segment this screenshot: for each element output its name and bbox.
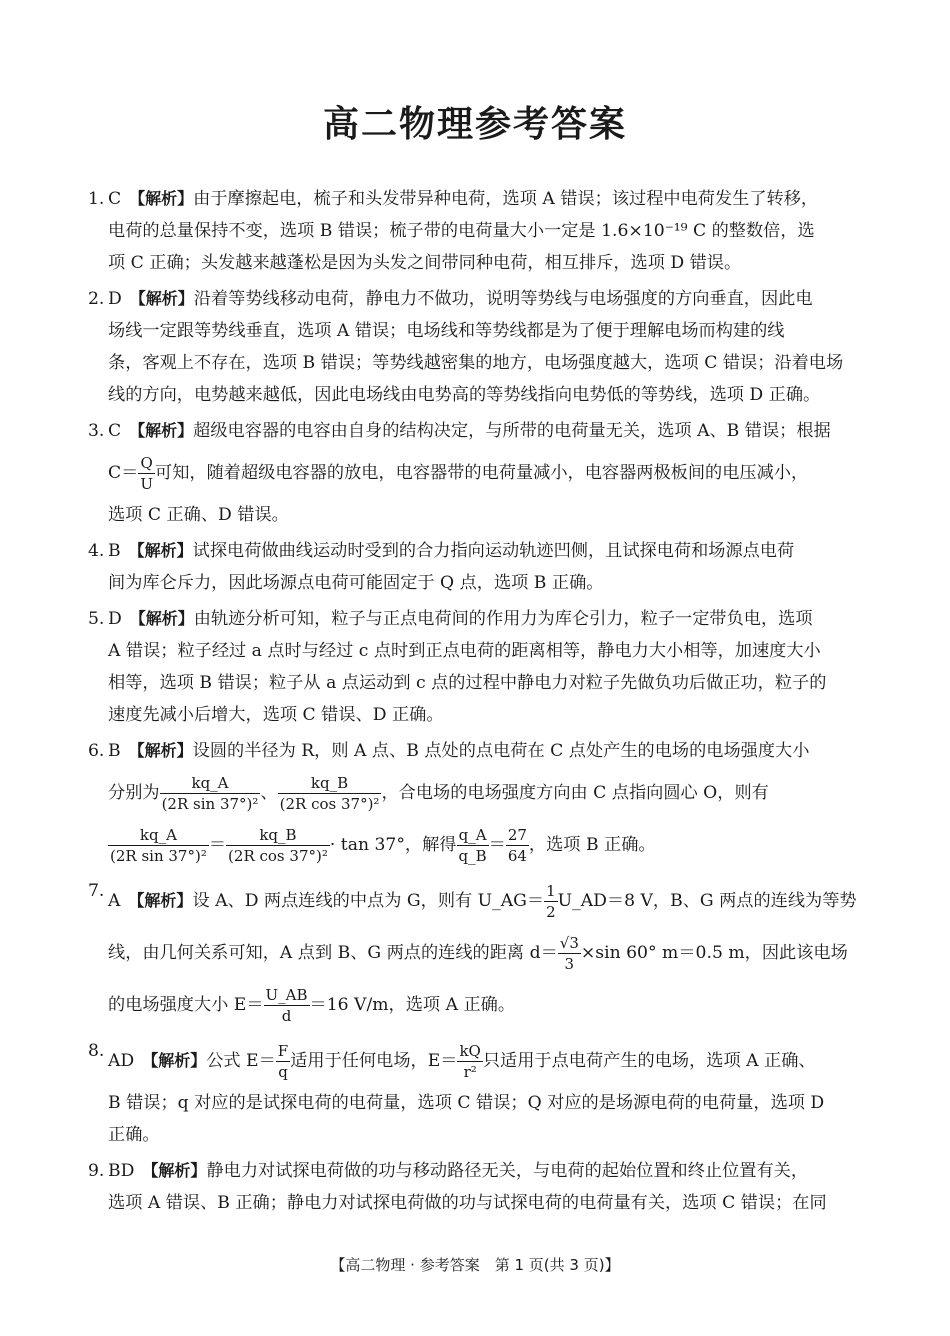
answer-item-1 bbox=[88, 183, 860, 279]
item-number: 2. bbox=[88, 289, 105, 309]
text-line: 条，客观上不存在，选项 B 错误；等势线越密集的地方，电场强度越大，选项 C 错误；沿着电场 bbox=[108, 353, 844, 373]
text-line: 速度先减小后增大，选项 C 错误、D 正确。 bbox=[108, 705, 444, 725]
text-line: 静电力对试探电荷做的功与移动路径无关，与电荷的起始位置和终止位置有关， bbox=[206, 1161, 809, 1181]
text-line: 设圆的半径为 R，则 A 点、B 点处的点电荷在 C 点处产生的电场的电场强度大小 bbox=[192, 741, 810, 761]
text-line: 由轨迹分析可知，粒子与正点电荷间的作用力为库仑引力，粒子一定带负电，选项 bbox=[193, 609, 813, 629]
answer-item-9 bbox=[88, 1155, 860, 1219]
analysis-tag: 【解析】 bbox=[128, 741, 193, 760]
text-line: 项 C 正确；头发越来越蓬松是因为头发之间带同种电荷，相互排斥，选项 D 错误。 bbox=[108, 253, 742, 273]
item-number: 9. bbox=[88, 1161, 105, 1181]
analysis-tag: 【解析】 bbox=[142, 1051, 207, 1070]
answer-item-4 bbox=[88, 535, 860, 599]
analysis-tag: 【解析】 bbox=[129, 421, 194, 440]
item-number: 5. bbox=[88, 609, 105, 629]
fraction-half: $\frac{1}{2}$ bbox=[546, 882, 556, 921]
item-number: 7. bbox=[88, 881, 105, 901]
text-line: 选项 C 正确、D 错误。 bbox=[108, 505, 289, 525]
answer-item-5 bbox=[88, 603, 860, 731]
text-line: 间为库仑斥力，因此场源点电荷可能固定于 Q 点，选项 B 正确。 bbox=[108, 573, 604, 593]
formula-text: C＝ bbox=[108, 463, 139, 483]
item-number: 4. bbox=[88, 541, 105, 561]
answer-choice: A bbox=[108, 891, 121, 911]
answer-item-3 bbox=[88, 415, 860, 531]
text-line: B 错误；q 对应的是试探电荷的电荷量，选项 C 错误；Q 对应的是场源电荷的电荷量，选项 D bbox=[108, 1093, 825, 1113]
fraction-kqa: $\frac{kq\_A}{\text{(2R sin 37°)²}}$ bbox=[110, 826, 207, 865]
fraction-kqb: $\frac{kq\_B}{\text{(2R cos 37°)²}}$ bbox=[279, 774, 380, 813]
fraction-kq-over-r2: $\frac{kQ}{\text{r²}}$ bbox=[459, 1042, 481, 1081]
text-line: 分别为 bbox=[108, 783, 160, 803]
text-line: 正确。 bbox=[108, 1125, 160, 1145]
answer-item-8: 8. AD 【解析】公式 E＝ $\frac{F}{q}$ 适用于任何电场，E＝ $\frac{kQ}{\text{r²}}$ 只适用于点电荷产生的电场，选项 A 正确、 B 错误；q 对应的是试探电荷的电荷量，选项 C 错误；Q 对应的是场源电荷的电荷量，选项 D 正确。 bbox=[108, 1035, 860, 1151]
item-number: 6. bbox=[88, 741, 105, 761]
answer-item-2 bbox=[88, 283, 860, 411]
answer-choice: B bbox=[108, 541, 121, 561]
text-line: ，合电场的电场强度方向由 C 点指向圆心 O，则有 bbox=[381, 783, 769, 803]
answer-item-6: 6. B 【解析】设圆的半径为 R，则 A 点、B 点处的点电荷在 C 点处产生的电场的电场强度大小 分别为 $\frac{kq\_A}{\text{(2R sin 37°)²}}$ 、 $\frac{kq\_B}{\text{(2R cos 37°)²}}$ ，合电场的电场强度方向由 C 点指向圆心 O，则有 $\frac{kq\_A}{\text{(2R sin 37°)²}}$ ＝ $\frac{kq\_B}{\text{(2R cos 37°)²}}$ · tan 37°，解得 $\frac{q\_A}{q\_B}$ ＝ $\frac{27}{64}$ ，选项 B 正确。 bbox=[108, 735, 860, 871]
page-footer: 【高二物理 · 参考答案 第 1 页(共 3 页)】 bbox=[330, 1256, 620, 1274]
fraction-q-over-u: $\frac{Q}{U}$ bbox=[140, 454, 153, 493]
answer-choice: D bbox=[108, 289, 122, 309]
text-line: 线的方向，电势越来越低，因此电场线由电势高的等势线指向电势低的等势线，选项 D 正确。 bbox=[108, 385, 821, 405]
text-line: 沿着等势线移动电荷，静电力不做功，说明等势线与电场强度的方向垂直，因此电 bbox=[193, 289, 813, 309]
answer-list bbox=[88, 183, 860, 1219]
text-line: 相等，选项 B 错误；粒子从 a 点运动到 c 点的过程中静电力对粒子先做负功后做正功，粒子的 bbox=[108, 673, 827, 693]
text-line: 电荷的总量保持不变，选项 B 错误；梳子带的电荷量大小一定是 1.6×10⁻¹⁹ C 的整数倍，选 bbox=[108, 221, 815, 241]
analysis-tag: 【解析】 bbox=[128, 541, 193, 560]
text-line: 可知，随着超级电容器的放电，电容器带的电荷量减小，电容器两极板间的电压减小， bbox=[155, 463, 809, 483]
answer-choice: D bbox=[108, 609, 122, 629]
answer-choice: C bbox=[108, 189, 122, 209]
text-line: A 错误；粒子经过 a 点时与经过 c 点时到正点电荷的距离相等，静电力大小相等，加速度大小 bbox=[108, 641, 821, 661]
fraction-kqa: $\frac{kq\_A}{\text{(2R sin 37°)²}}$ bbox=[161, 774, 259, 813]
fraction-root3-over-3: $\frac{√3}{3}$ bbox=[559, 934, 579, 973]
page-title: 高二物理参考答案 bbox=[322, 104, 627, 145]
answer-choice: AD bbox=[108, 1051, 135, 1071]
fraction-uab-over-d: $\frac{U\_AB}{d}$ bbox=[265, 986, 308, 1025]
text-line: 由于摩擦起电，梳子和头发带异种电荷，选项 A 错误；该过程中电荷发生了转移， bbox=[193, 189, 819, 209]
item-number: 3. bbox=[88, 421, 105, 441]
answer-choice: BD bbox=[108, 1161, 135, 1181]
fraction-f-over-q: $\frac{F}{q}$ bbox=[277, 1042, 289, 1081]
text-line: 试探电荷做曲线运动时受到的合力指向运动轨迹凹侧，且试探电荷和场源点电荷 bbox=[192, 541, 795, 561]
text-line: 超级电容器的电容由自身的结构决定，与所带的电荷量无关，选项 A、B 错误；根据 bbox=[193, 421, 831, 441]
fraction-kqb: $\frac{kq\_B}{\text{(2R cos 37°)²}}$ bbox=[228, 826, 328, 865]
fraction-27-64: $\frac{27}{64}$ bbox=[507, 826, 527, 865]
answer-item-7: 7. A 【解析】设 A、D 两点连线的中点为 G，则有 U_AG＝ $\frac{1}{2}$ U_AD＝8 V，B、G 两点的连线为等势 线，由几何关系可知，A 点到 B、G 两点的连线的距离 d＝ $\frac{√3}{3}$ ×sin 60° m＝0.5 m，因此该电场 的电场强度大小 E＝ $\frac{U\_AB}{d}$ ＝16 V/m，选项 A 正确。 bbox=[108, 875, 860, 1031]
answer-choice: B bbox=[108, 741, 121, 761]
answer-choice: C bbox=[108, 421, 122, 441]
item-number: 8. bbox=[88, 1041, 105, 1061]
analysis-tag: 【解析】 bbox=[129, 289, 194, 308]
text-line: 选项 A 错误、B 正确；静电力对试探电荷做的功与试探电荷的电荷量有关，选项 C 错误；在同 bbox=[108, 1193, 827, 1213]
analysis-tag: 【解析】 bbox=[129, 189, 194, 208]
fraction-qa-over-qb: $\frac{q\_A}{q\_B}$ bbox=[458, 826, 487, 865]
analysis-tag: 【解析】 bbox=[128, 891, 193, 910]
item-number: 1. bbox=[88, 189, 105, 209]
analysis-tag: 【解析】 bbox=[129, 609, 194, 628]
text-line: 场线一定跟等势线垂直，选项 A 错误；电场线和等势线都是为了便于理解电场而构建的线 bbox=[108, 321, 785, 341]
analysis-tag: 【解析】 bbox=[142, 1161, 207, 1180]
